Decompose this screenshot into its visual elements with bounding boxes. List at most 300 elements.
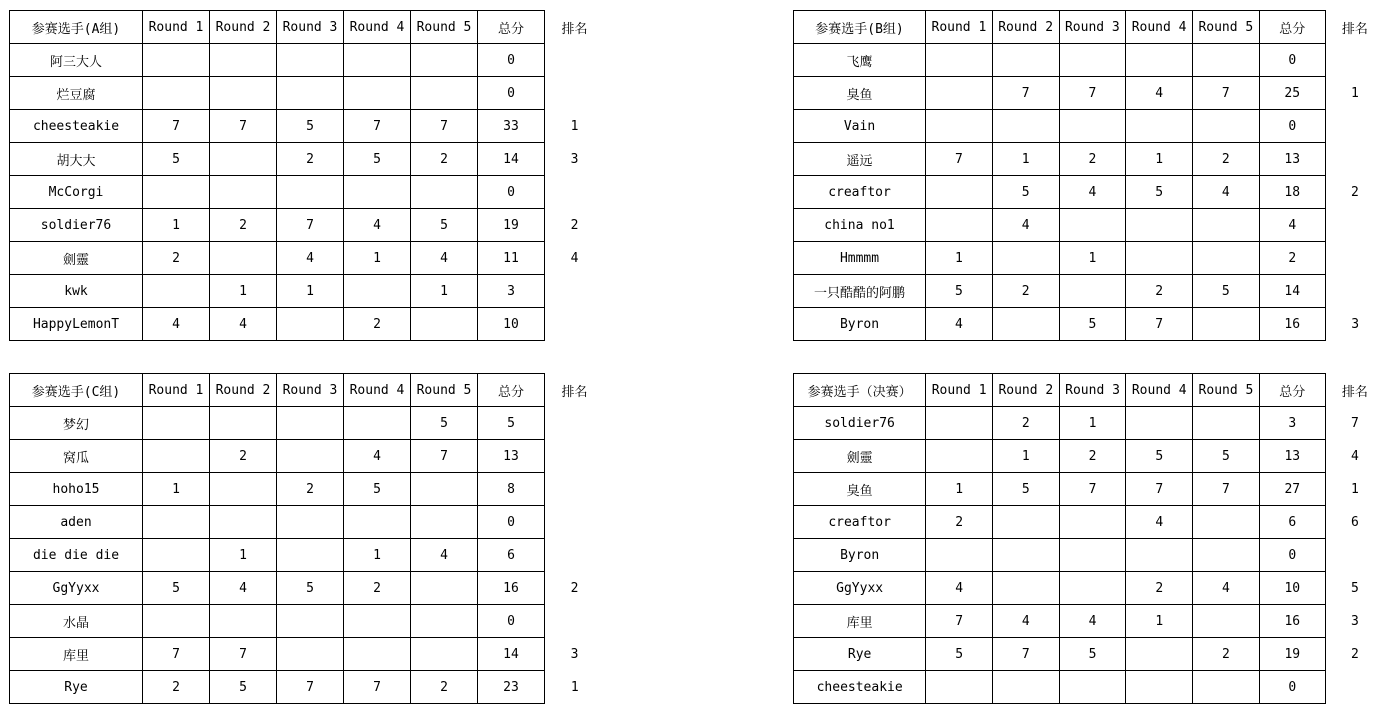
cell-round-1 xyxy=(143,506,210,539)
cell-rank xyxy=(1325,539,1384,572)
header-round-4: Round 4 xyxy=(1126,374,1193,407)
cell-round-2: 1 xyxy=(210,275,277,308)
cell-round-1: 1 xyxy=(143,473,210,506)
cell-total-score: 13 xyxy=(478,440,545,473)
cell-round-2 xyxy=(992,242,1059,275)
cell-round-4: 7 xyxy=(344,671,411,704)
cell-total-score: 25 xyxy=(1259,77,1325,110)
cell-round-1: 7 xyxy=(143,638,210,671)
table-row xyxy=(794,77,1385,110)
cell-round-1 xyxy=(143,77,210,110)
header-round-2: Round 2 xyxy=(992,11,1059,44)
cell-round-4: 4 xyxy=(1126,506,1193,539)
cell-round-4 xyxy=(344,275,411,308)
cell-round-2 xyxy=(210,77,277,110)
cell-player-name: Rye xyxy=(794,638,926,671)
cell-round-3 xyxy=(277,605,344,638)
header-round-3: Round 3 xyxy=(1059,11,1126,44)
cell-round-1 xyxy=(143,176,210,209)
cell-rank: 1 xyxy=(1350,85,1359,101)
table-row xyxy=(10,440,605,473)
header-rank: 排名 xyxy=(561,21,588,37)
header-round-5: Round 5 xyxy=(411,374,478,407)
cell-rank xyxy=(1325,44,1384,77)
cell-round-1: 1 xyxy=(926,242,993,275)
cell-rank: 1 xyxy=(570,679,579,695)
table-row xyxy=(794,407,1385,440)
cell-rank: 5 xyxy=(1350,580,1359,596)
cell-player-name: cheesteakie xyxy=(10,110,143,143)
cell-round-5: 4 xyxy=(1193,572,1260,605)
cell-round-4: 5 xyxy=(344,143,411,176)
header-round-5: Round 5 xyxy=(411,11,478,44)
score-table xyxy=(9,10,605,341)
cell-round-3: 2 xyxy=(277,143,344,176)
cell-total-score: 14 xyxy=(478,143,545,176)
cell-round-2: 2 xyxy=(210,440,277,473)
cell-round-4: 4 xyxy=(344,209,411,242)
table-group-c xyxy=(9,373,605,704)
cell-round-3 xyxy=(1059,572,1126,605)
cell-round-3: 4 xyxy=(1059,605,1126,638)
cell-rank xyxy=(1325,143,1384,176)
score-table xyxy=(793,373,1385,704)
cell-round-5 xyxy=(1193,407,1260,440)
table-row xyxy=(10,143,605,176)
cell-round-3: 5 xyxy=(1059,638,1126,671)
cell-rank: 4 xyxy=(570,250,579,266)
cell-total-score: 0 xyxy=(1259,671,1325,704)
cell-round-2 xyxy=(210,605,277,638)
table-row xyxy=(794,44,1385,77)
cell-rank: 3 xyxy=(1351,316,1360,332)
cell-total-score: 33 xyxy=(478,110,545,143)
cell-round-2 xyxy=(992,44,1059,77)
cell-player-name: GgYyxx xyxy=(794,572,926,605)
table-row xyxy=(10,176,605,209)
cell-round-2: 7 xyxy=(992,638,1059,671)
table-group-a xyxy=(9,10,605,341)
cell-player-name: creaftor xyxy=(794,506,926,539)
cell-player-name: GgYyxx xyxy=(10,572,143,605)
cell-round-2 xyxy=(992,539,1059,572)
table-row xyxy=(10,77,605,110)
header-round-3: Round 3 xyxy=(1059,374,1126,407)
cell-rank xyxy=(545,473,605,506)
header-round-2: Round 2 xyxy=(210,11,277,44)
cell-round-2: 4 xyxy=(210,572,277,605)
cell-round-1 xyxy=(926,77,993,110)
cell-round-2: 2 xyxy=(992,407,1059,440)
cell-rank xyxy=(545,605,605,638)
score-table xyxy=(9,373,605,704)
cell-round-5 xyxy=(411,308,478,341)
cell-round-2 xyxy=(992,506,1059,539)
cell-round-3: 4 xyxy=(1059,176,1126,209)
cell-rank xyxy=(1325,242,1384,275)
cell-rank: 7 xyxy=(1350,415,1359,431)
cell-total-score: 0 xyxy=(1259,539,1325,572)
header-rank: 排名 xyxy=(1341,384,1368,400)
table-row xyxy=(794,275,1385,308)
cell-round-3: 7 xyxy=(277,671,344,704)
cell-rank xyxy=(545,275,605,308)
cell-total-score: 5 xyxy=(478,407,545,440)
table-row xyxy=(794,110,1385,143)
cell-total-score: 10 xyxy=(1259,572,1325,605)
cell-round-3 xyxy=(1059,44,1126,77)
cell-round-4 xyxy=(344,638,411,671)
cell-round-1: 5 xyxy=(143,572,210,605)
cell-round-1: 2 xyxy=(143,242,210,275)
cell-player-name: 阿三大人 xyxy=(10,44,143,77)
cell-round-1: 2 xyxy=(926,506,993,539)
header-round-5: Round 5 xyxy=(1193,374,1260,407)
cell-round-4: 2 xyxy=(1126,275,1193,308)
cell-round-4 xyxy=(1126,110,1193,143)
cell-player-name: 库里 xyxy=(10,638,143,671)
cell-round-5: 2 xyxy=(1192,143,1259,176)
cell-player-name: 烂豆腐 xyxy=(10,77,143,110)
cell-round-3: 2 xyxy=(277,473,344,506)
cell-round-3: 2 xyxy=(1059,440,1126,473)
cell-rank xyxy=(1325,209,1384,242)
header-rank: 排名 xyxy=(561,384,588,400)
cell-round-5 xyxy=(411,638,478,671)
cell-round-5: 5 xyxy=(411,209,478,242)
cell-round-1: 7 xyxy=(143,110,210,143)
cell-player-name: 梦幻 xyxy=(10,407,143,440)
cell-round-3 xyxy=(277,506,344,539)
cell-total-score: 16 xyxy=(1259,605,1325,638)
cell-player-name: 窝瓜 xyxy=(10,440,143,473)
cell-round-5 xyxy=(411,572,478,605)
cell-total-score: 13 xyxy=(1259,440,1325,473)
cell-player-name: creaftor xyxy=(794,176,926,209)
cell-round-4: 1 xyxy=(1126,605,1193,638)
cell-round-4: 4 xyxy=(344,440,411,473)
cell-total-score: 0 xyxy=(1259,44,1325,77)
cell-round-3 xyxy=(1059,539,1126,572)
cell-round-3 xyxy=(277,638,344,671)
cell-round-5: 7 xyxy=(1192,77,1259,110)
cell-round-5 xyxy=(411,506,478,539)
cell-total-score: 0 xyxy=(478,44,545,77)
cell-total-score: 0 xyxy=(478,605,545,638)
cell-round-3: 4 xyxy=(277,242,344,275)
table-group-final xyxy=(793,373,1385,704)
header-row xyxy=(10,11,605,44)
cell-round-1: 5 xyxy=(143,143,210,176)
header-round-3: Round 3 xyxy=(277,11,344,44)
cell-rank: 1 xyxy=(1350,481,1359,497)
cell-rank: 2 xyxy=(1350,646,1359,662)
cell-round-2 xyxy=(210,44,277,77)
cell-round-3 xyxy=(1059,209,1126,242)
table-row xyxy=(10,44,605,77)
table-row xyxy=(10,110,605,143)
cell-rank: 6 xyxy=(1350,514,1359,530)
header-round-2: Round 2 xyxy=(210,374,277,407)
cell-round-3: 5 xyxy=(277,572,344,605)
cell-round-1: 4 xyxy=(926,572,993,605)
cell-round-5 xyxy=(411,473,478,506)
table-row xyxy=(794,176,1385,209)
cell-round-2: 5 xyxy=(210,671,277,704)
header-round-4: Round 4 xyxy=(344,374,411,407)
cell-round-3 xyxy=(277,440,344,473)
cell-round-3 xyxy=(277,176,344,209)
cell-round-2 xyxy=(210,242,277,275)
cell-rank: 1 xyxy=(570,118,579,134)
cell-total-score: 6 xyxy=(1259,506,1325,539)
cell-round-4: 1 xyxy=(344,539,411,572)
cell-round-1: 7 xyxy=(926,605,993,638)
cell-round-1 xyxy=(926,110,993,143)
cell-rank: 3 xyxy=(570,151,579,167)
cell-round-5 xyxy=(1193,671,1260,704)
cell-total-score: 10 xyxy=(478,308,545,341)
cell-round-2: 4 xyxy=(992,209,1059,242)
table-row xyxy=(10,473,605,506)
cell-total-score: 18 xyxy=(1259,176,1325,209)
cell-round-4 xyxy=(1126,242,1193,275)
cell-round-1 xyxy=(926,209,993,242)
cell-round-1 xyxy=(926,44,993,77)
cell-round-3 xyxy=(1059,110,1126,143)
cell-round-3 xyxy=(277,539,344,572)
cell-round-1 xyxy=(926,671,993,704)
cell-round-2 xyxy=(210,473,277,506)
table-row xyxy=(794,638,1385,671)
cell-player-name: aden xyxy=(10,506,143,539)
cell-rank xyxy=(545,506,605,539)
cell-rank: 2 xyxy=(1350,184,1359,200)
cell-round-2: 4 xyxy=(992,605,1059,638)
cell-round-1 xyxy=(143,407,210,440)
cell-player-name: 胡大大 xyxy=(10,143,143,176)
table-group-b xyxy=(793,10,1385,341)
cell-player-name: 一只酷酷的阿鹏 xyxy=(794,275,926,308)
header-row xyxy=(794,11,1385,44)
cell-round-2: 1 xyxy=(992,143,1059,176)
cell-round-4: 5 xyxy=(344,473,411,506)
cell-total-score: 8 xyxy=(478,473,545,506)
cell-round-4 xyxy=(1126,209,1193,242)
table-row xyxy=(794,308,1385,341)
cell-total-score: 6 xyxy=(478,539,545,572)
cell-round-1 xyxy=(926,440,993,473)
cell-player-name: hoho15 xyxy=(10,473,143,506)
cell-player-name: soldier76 xyxy=(10,209,143,242)
cell-total-score: 11 xyxy=(478,242,545,275)
header-player-name: 参赛选手(C组) xyxy=(10,374,143,407)
cell-round-3 xyxy=(277,308,344,341)
cell-round-4: 4 xyxy=(1126,77,1193,110)
cell-round-4: 7 xyxy=(344,110,411,143)
table-row xyxy=(794,473,1385,506)
cell-player-name: 臭鱼 xyxy=(794,77,926,110)
header-round-1: Round 1 xyxy=(143,374,210,407)
cell-rank: 3 xyxy=(1350,613,1359,629)
header-round-5: Round 5 xyxy=(1192,11,1259,44)
cell-total-score: 13 xyxy=(1259,143,1325,176)
cell-round-2: 1 xyxy=(210,539,277,572)
cell-player-name: Byron xyxy=(794,539,926,572)
table-row xyxy=(794,440,1385,473)
cell-rank: 2 xyxy=(570,217,579,233)
cell-round-5: 5 xyxy=(1192,275,1259,308)
cell-round-4: 2 xyxy=(344,308,411,341)
cell-player-name: 水晶 xyxy=(10,605,143,638)
cell-round-5: 2 xyxy=(1193,638,1260,671)
cell-round-1: 1 xyxy=(926,473,993,506)
header-round-1: Round 1 xyxy=(143,11,210,44)
table-row xyxy=(10,209,605,242)
cell-round-5 xyxy=(1193,506,1260,539)
header-round-3: Round 3 xyxy=(277,374,344,407)
cell-round-3 xyxy=(1059,275,1126,308)
cell-round-4 xyxy=(344,176,411,209)
cell-round-3 xyxy=(1059,506,1126,539)
cell-round-4: 7 xyxy=(1126,308,1193,341)
table-row xyxy=(794,605,1385,638)
score-table xyxy=(793,10,1385,341)
cell-round-3: 7 xyxy=(1059,473,1126,506)
header-round-2: Round 2 xyxy=(992,374,1059,407)
cell-round-5 xyxy=(1192,209,1259,242)
cell-player-name: Rye xyxy=(10,671,143,704)
cell-round-5: 7 xyxy=(411,110,478,143)
cell-round-3 xyxy=(277,44,344,77)
cell-round-1: 2 xyxy=(143,671,210,704)
cell-round-4: 2 xyxy=(1126,572,1193,605)
cell-total-score: 3 xyxy=(478,275,545,308)
cell-round-1: 4 xyxy=(143,308,210,341)
cell-round-4: 5 xyxy=(1126,176,1193,209)
cell-round-5 xyxy=(1193,539,1260,572)
cell-round-5: 4 xyxy=(411,539,478,572)
cell-round-5: 7 xyxy=(1193,473,1260,506)
cell-total-score: 16 xyxy=(1259,308,1325,341)
cell-round-4 xyxy=(344,77,411,110)
cell-total-score: 14 xyxy=(1259,275,1325,308)
cell-round-2: 1 xyxy=(992,440,1059,473)
cell-round-1: 5 xyxy=(926,638,993,671)
cell-round-3: 5 xyxy=(1059,308,1126,341)
table-row xyxy=(10,638,605,671)
cell-round-3: 1 xyxy=(1059,407,1126,440)
cell-round-1 xyxy=(143,440,210,473)
table-row xyxy=(794,539,1385,572)
cell-player-name: 飞鹰 xyxy=(794,44,926,77)
cell-round-2 xyxy=(210,407,277,440)
cell-total-score: 0 xyxy=(478,506,545,539)
table-row xyxy=(10,308,605,341)
header-rank: 排名 xyxy=(1341,21,1368,37)
cell-round-3: 5 xyxy=(277,110,344,143)
cell-total-score: 4 xyxy=(1259,209,1325,242)
header-row xyxy=(10,374,605,407)
cell-total-score: 0 xyxy=(1259,110,1325,143)
cell-round-5: 4 xyxy=(1192,176,1259,209)
cell-round-4 xyxy=(1126,407,1193,440)
cell-round-4 xyxy=(1126,44,1193,77)
cell-round-4: 7 xyxy=(1126,473,1193,506)
cell-rank xyxy=(545,440,605,473)
table-row xyxy=(10,539,605,572)
cell-player-name: 库里 xyxy=(794,605,926,638)
table-row xyxy=(794,209,1385,242)
cell-round-5: 2 xyxy=(411,671,478,704)
cell-round-4 xyxy=(344,506,411,539)
cell-player-name: 劍靈 xyxy=(10,242,143,275)
cell-player-name: die die die xyxy=(10,539,143,572)
cell-player-name: 劍靈 xyxy=(794,440,926,473)
cell-round-1 xyxy=(926,407,993,440)
cell-total-score: 27 xyxy=(1259,473,1325,506)
table-row xyxy=(794,242,1385,275)
cell-player-name: McCorgi xyxy=(10,176,143,209)
table-row xyxy=(10,242,605,275)
header-player-name: 参赛选手（决赛） xyxy=(794,374,926,407)
cell-player-name: 臭鱼 xyxy=(794,473,926,506)
cell-player-name: cheesteakie xyxy=(794,671,926,704)
cell-round-2: 5 xyxy=(992,176,1059,209)
cell-round-2 xyxy=(992,671,1059,704)
cell-total-score: 16 xyxy=(478,572,545,605)
cell-player-name: kwk xyxy=(10,275,143,308)
cell-round-4: 1 xyxy=(1126,143,1193,176)
table-row xyxy=(794,506,1385,539)
cell-round-2: 7 xyxy=(210,638,277,671)
cell-round-5: 7 xyxy=(411,440,478,473)
cell-round-4 xyxy=(344,407,411,440)
cell-rank: 3 xyxy=(570,646,579,662)
cell-player-name: Hmmmm xyxy=(794,242,926,275)
cell-round-5: 5 xyxy=(1193,440,1260,473)
cell-rank xyxy=(1325,275,1384,308)
cell-round-1 xyxy=(926,539,993,572)
cell-player-name: soldier76 xyxy=(794,407,926,440)
cell-round-1 xyxy=(143,275,210,308)
table-row xyxy=(794,572,1385,605)
cell-round-5: 2 xyxy=(411,143,478,176)
cell-total-score: 23 xyxy=(478,671,545,704)
cell-rank xyxy=(545,44,605,77)
cell-round-2 xyxy=(992,308,1059,341)
table-row xyxy=(10,572,605,605)
header-total-score: 总分 xyxy=(478,11,545,44)
cell-rank xyxy=(545,77,605,110)
cell-player-name: 遥远 xyxy=(794,143,926,176)
table-row xyxy=(794,143,1385,176)
cell-round-4 xyxy=(344,605,411,638)
cell-round-3: 7 xyxy=(1059,77,1126,110)
table-row xyxy=(10,407,605,440)
cell-total-score: 0 xyxy=(478,77,545,110)
header-total-score: 总分 xyxy=(1259,374,1325,407)
table-row xyxy=(10,605,605,638)
cell-round-2: 5 xyxy=(992,473,1059,506)
cell-player-name: china no1 xyxy=(794,209,926,242)
cell-round-3 xyxy=(277,77,344,110)
cell-rank xyxy=(545,407,605,440)
header-total-score: 总分 xyxy=(1259,11,1325,44)
header-round-1: Round 1 xyxy=(926,11,993,44)
table-row xyxy=(794,671,1385,704)
cell-round-5: 5 xyxy=(411,407,478,440)
